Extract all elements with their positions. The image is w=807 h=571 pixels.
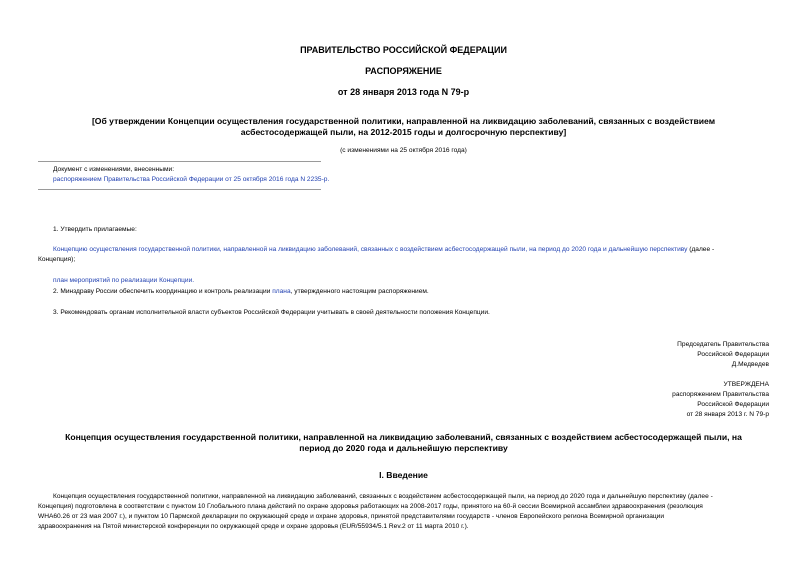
concept-suffix-line2: Концепция); [38, 256, 76, 263]
item-2-text: 2. Минздраву России обеспечить координацию и контроль реализации [53, 288, 273, 295]
intro-line-1: Концепция осуществления государственной политики, направленной на ликвидацию заболеваний, связанных с воздействием асбестосодержащей пыли, на период до 2020 года и дальнейшую перспективу (далее - [53, 493, 713, 500]
document-title-line2: асбестосодержащей пыли, на 2012-2015 годы и долгосрочную перспективу] [240, 127, 567, 137]
approval-line4: от 28 января 2013 г. N 79-р [686, 411, 769, 418]
plan-inline-link[interactable]: плана [272, 288, 291, 295]
section-heading: I. Введение [379, 470, 428, 480]
signature-country: Российской Федерации [697, 351, 769, 358]
changes-rule-bottom [38, 189, 321, 190]
concept-link[interactable]: Концепцию осуществления государственной политики, направленной на ликвидацию заболеваний, связанных с воздействием асбестосодержащей пыли, на период до 2020 года и дальнейшую перспективу [53, 246, 688, 253]
item-1: 1. Утвердить прилагаемые: [53, 226, 137, 233]
item-3: 3. Рекомендовать органам исполнительной власти субъектов Российской Федерации учитывать в своей деятельности положения Концепции. [53, 309, 490, 316]
item-2 [53, 287, 429, 297]
signature-name: Д.Медведев [731, 361, 769, 368]
approval-line2: распоряжением Правительства [672, 391, 769, 398]
intro-line-3: WHA60.26 от 23 мая 2007 г.), и пунктом 10 Пармской декларации по окружающей среде и охране здоровья, принятой представителями государств - членов Европейского региона Всемирной организации [38, 513, 665, 520]
approval-title: УТВЕРЖДЕНА [723, 381, 769, 388]
signature-position: Председатель Правительства [677, 341, 769, 348]
intro-line-2: Концепция) подготовлена в соответствии с пунктом 10 Глобального плана действий по охране здоровья работающих на 2008-2017 годы, принятого на 60-й сессии Всемирной ассамблеи здравоохранения (резолюция [38, 503, 703, 510]
government-heading: ПРАВИТЕЛЬСТВО РОССИЙСКОЙ ФЕДЕРАЦИИ [300, 45, 507, 55]
intro-paragraph [38, 492, 769, 532]
document-title-line1: [Об утверждении Концепции осуществления государственной политики, направленной на ликвидацию заболеваний, связанных с воздействием [91, 116, 716, 126]
changes-rule-top [38, 161, 321, 162]
amendment-link[interactable]: распоряжением Правительства Российской Федерации от 25 октября 2016 года N 2235-р. [53, 176, 330, 183]
intro-line-4: здравоохранения на Пятой министерской конференции по окружающей среде и охране здоровья (EUR/55934/5.1 Rev.2 от 11 марта 2010 г.). [38, 523, 469, 530]
concept-title-line2: период до 2020 года и дальнейшую перспективу [299, 443, 508, 453]
plan-link[interactable]: план мероприятий по реализации Концепции. [53, 277, 195, 284]
concept-suffix: (далее - [687, 246, 715, 253]
concept-paragraph [53, 245, 714, 255]
amendment-note: (с изменениями на 25 октября 2016 года) [340, 147, 467, 154]
document-type: РАСПОРЯЖЕНИЕ [365, 66, 442, 76]
signature-block [677, 340, 769, 370]
concept-title-line1: Концепция осуществления государственной политики, направленной на ликвидацию заболеваний, связанных с воздействием асбестосодержащей пыли, на [65, 432, 742, 442]
item-2-suffix: , утвержденного настоящим распоряжением. [290, 288, 429, 295]
changes-label: Документ с изменениями, внесенными: [53, 166, 175, 173]
approval-line3: Российской Федерации [697, 401, 769, 408]
document-date-number: от 28 января 2013 года N 79-р [337, 87, 470, 97]
approval-block [672, 380, 769, 420]
